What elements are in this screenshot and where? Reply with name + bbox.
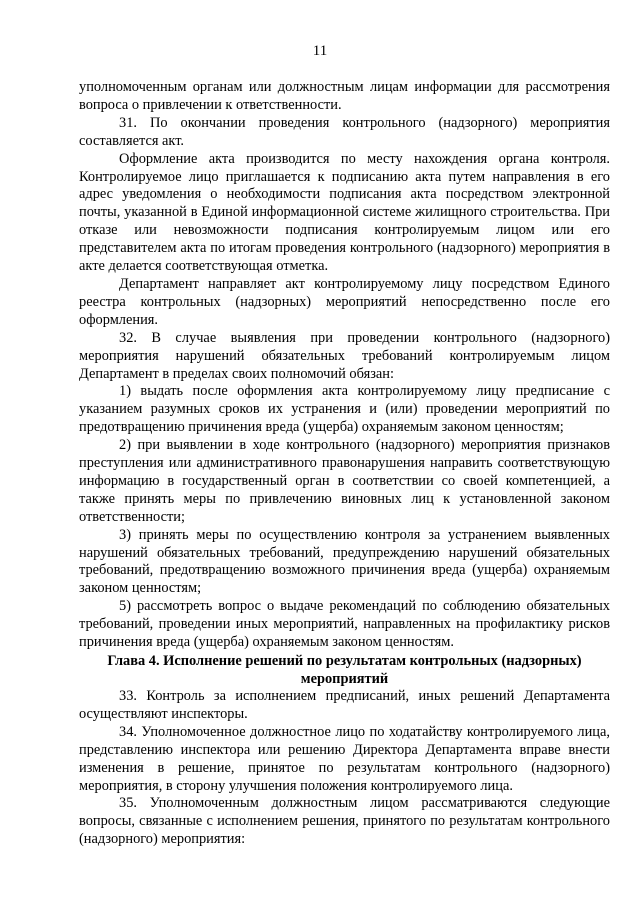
chapter-heading: Глава 4. Исполнение решений по результатам контрольных (надзорных) мероприятий (107, 653, 582, 687)
paragraph-34: 34. Уполномоченное должностное лицо по ходатайству контролируемого лица, представлению инспектора или решению Директора Департамента вправе внести изменения в решение, принятое по результатам контрольного (надзорного) мероприятия, в сторону улучшения положения контролируемого лица. (79, 723, 610, 794)
paragraph-32: 32. В случае выявления при проведении контрольного (надзорного) мероприятия нарушений обязательных требований контролируемым лицом Департамент в пределах своих полномочий обязан: (79, 329, 610, 382)
paragraph-31: 31. По окончании проведения контрольного (надзорного) мероприятия составляется акт. (79, 114, 610, 149)
paragraph-continuation: уполномоченным органам или должностным лицам информации для рассмотрения вопроса о привлечении к ответственности. (79, 79, 610, 113)
paragraph-act-formation: Оформление акта производится по месту нахождения органа контроля. Контролируемое лицо приглашается к подписанию акта путем направления в его адрес уведомления о необходимости подписания акта посредством электронной почты, указанной в Единой информационной системе жилищного строительства. При отказе или невозможности подписания контролируемым лицом или его представителем акта по итогам проведения контрольного (надзорного) мероприятия в акте делается соответствующая отметка. (79, 150, 610, 275)
paragraph-act-delivery: Департамент направляет акт контролируемому лицу посредством Единого реестра контрольных (надзорных) мероприятий непосредственно после его оформления. (79, 275, 610, 328)
paragraph-33: 33. Контроль за исполнением предписаний, иных решений Департамента осуществляют инспекторы. (79, 688, 610, 722)
list-item-3: 3) принять меры по осуществлению контроля за устранением выявленных нарушений обязательных требований, предупреждению нарушений обязательных требований, предотвращению возможного причинения вреда (ущерба) охраняемым законом ценностям; (79, 526, 610, 597)
list-item-5: 5) рассмотреть вопрос о выдаче рекомендаций по соблюдению обязательных требований, проведении иных мероприятий, направленных на профилактику рисков причинения вреда (ущерба) охраняемым законом ценностям. (79, 598, 610, 651)
paragraph-35: 35. Уполномоченным должностным лицом рассматриваются следующие вопросы, связанные с исполнением решения, принятого по результатам контрольного (надзорного) мероприятия: (79, 795, 610, 848)
page-number: 11 (312, 43, 328, 59)
document-body (79, 79, 610, 849)
list-item-1: 1) выдать после оформления акта контролируемому лицу предписание с указанием разумных сроков их устранения и (или) проведении мероприятий по предотвращению причинения вреда (ущерба) охраняемым законом ценностям; (79, 383, 610, 436)
list-item-2: 2) при выявлении в ходе контрольного (надзорного) мероприятия признаков преступления или административного правонарушения направить соответствующую информацию в государственный орган в соответствии со своей компетенцией, а также принять меры по привлечению виновных лиц к установленной законом ответственности; (79, 437, 610, 525)
